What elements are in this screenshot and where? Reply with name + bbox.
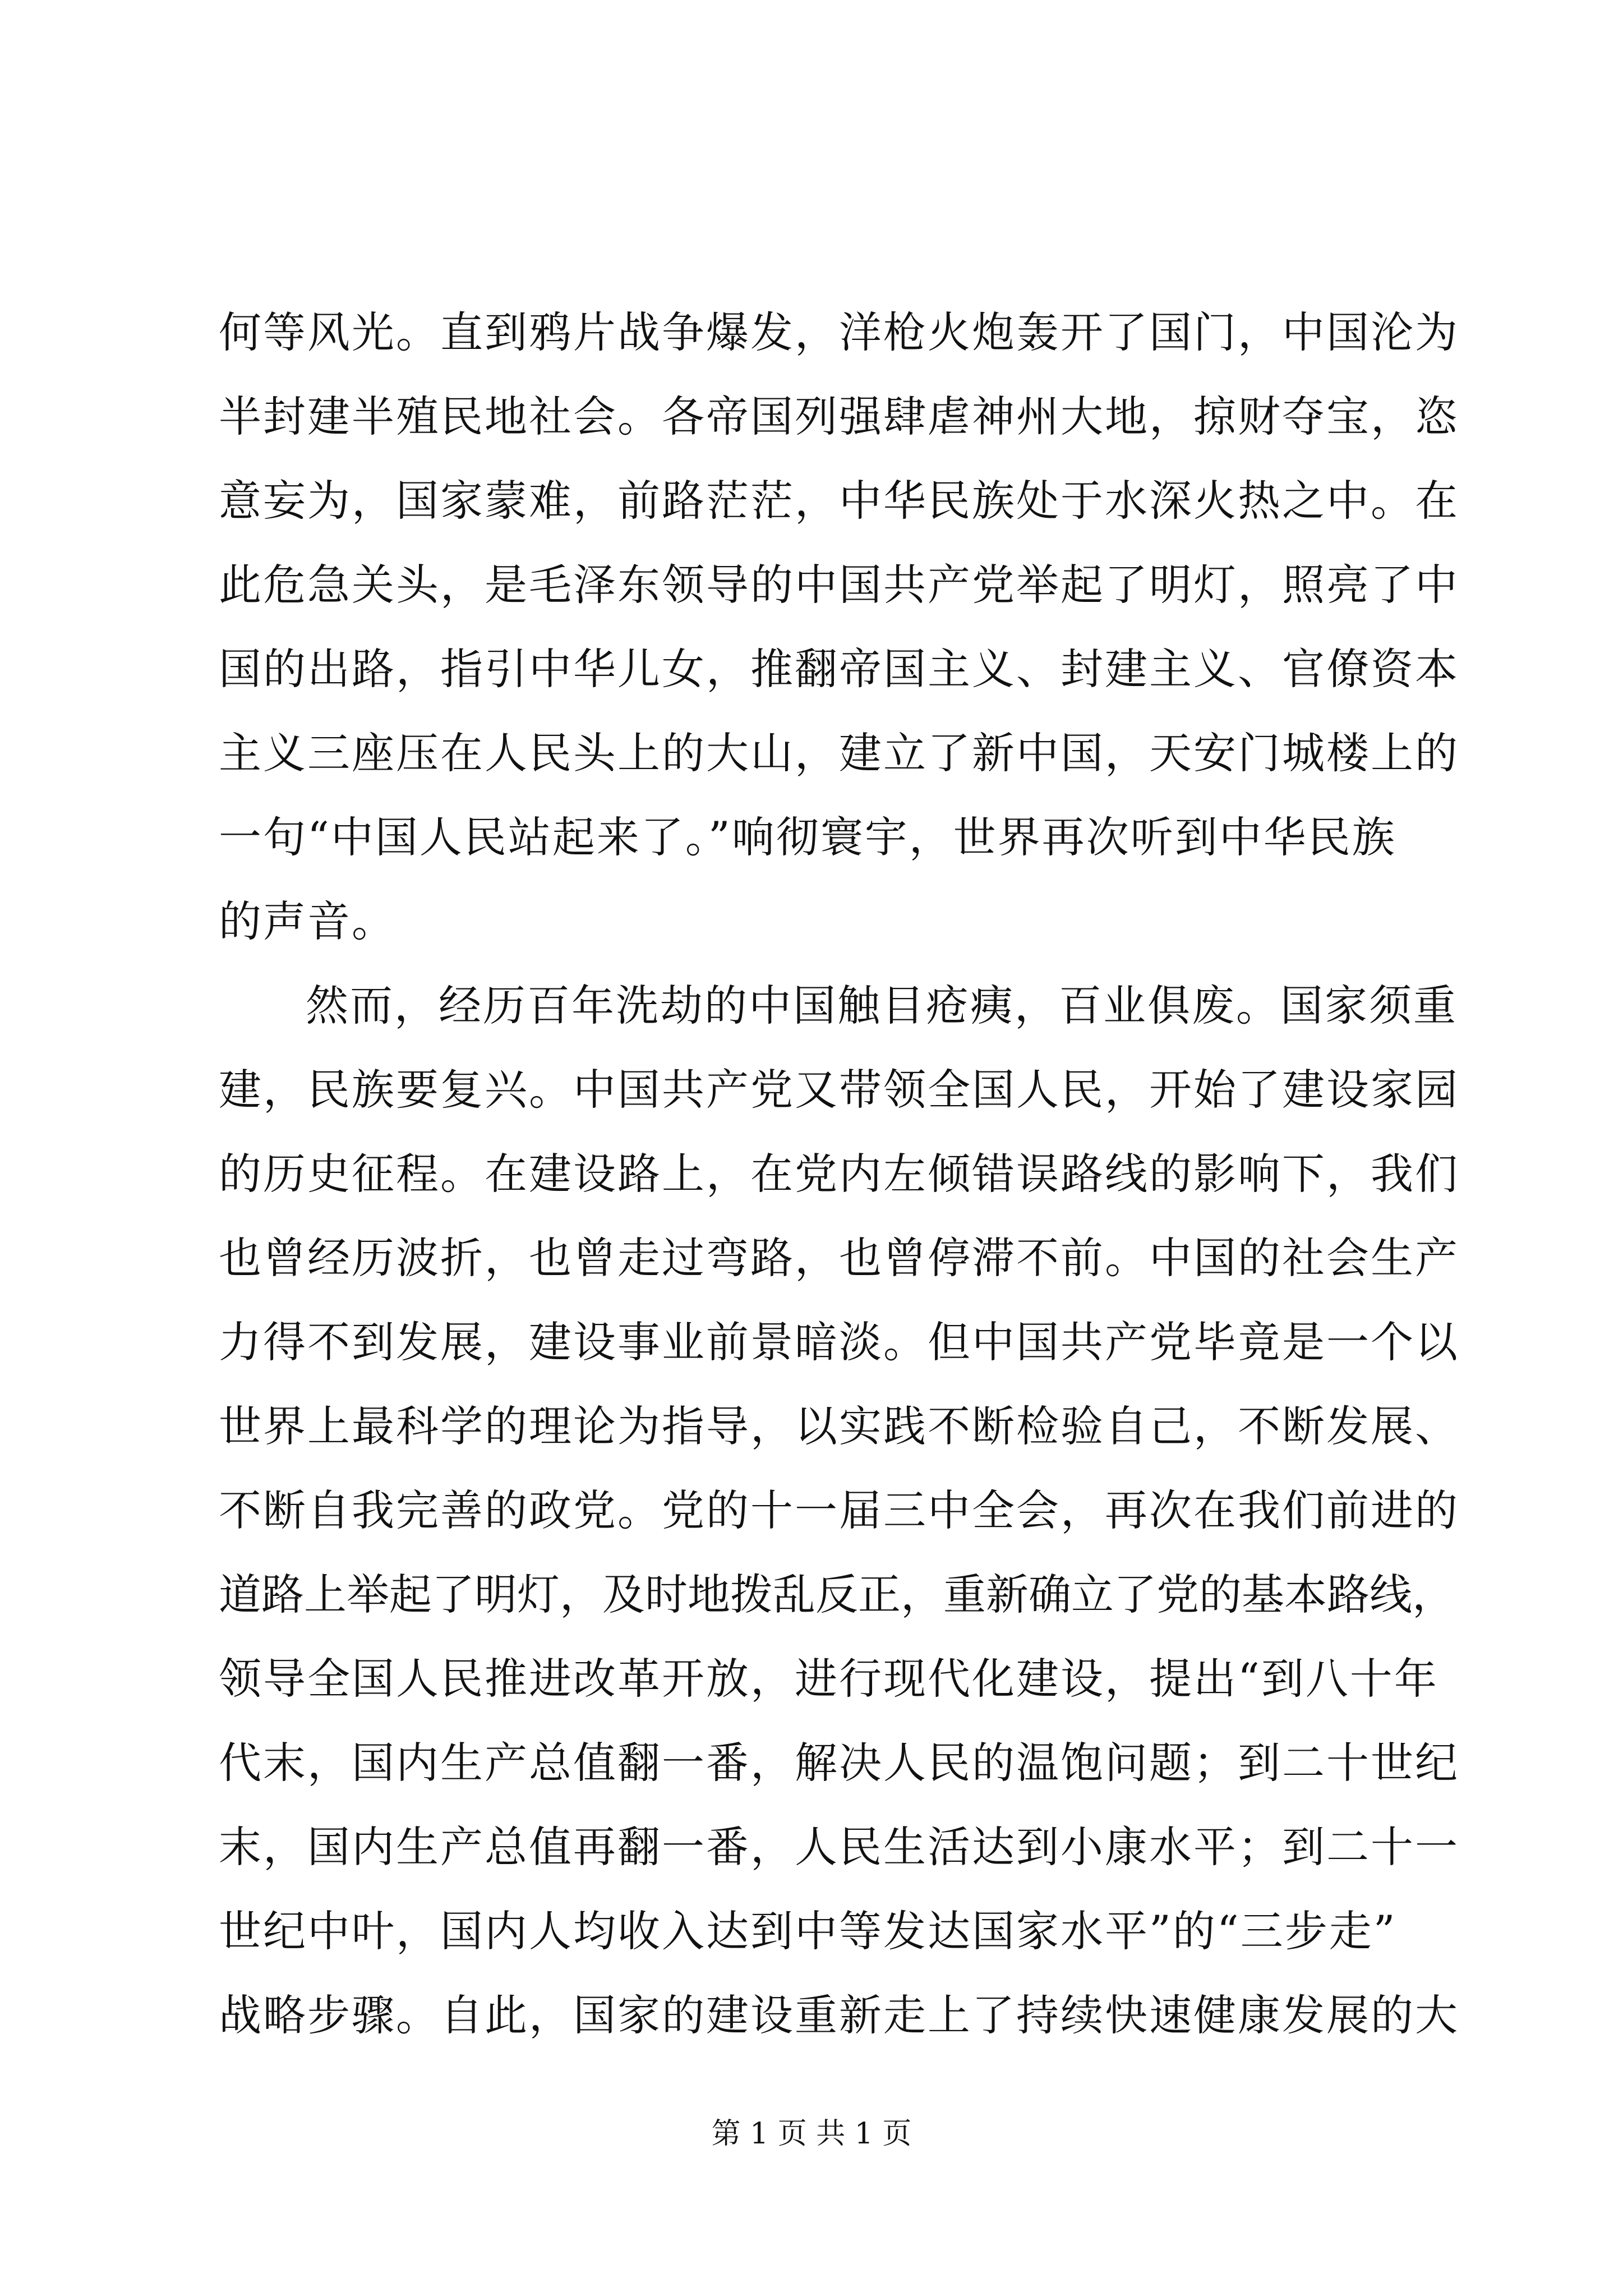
text-line: 主义三座压在人民头上的大山，建立了新中国，天安门城楼上的: [219, 728, 1459, 778]
text-line: 力得不到发展，建设事业前景暗淡。但中国共产党毕竟是一个以: [219, 1317, 1459, 1367]
text-line: 代末，国内生产总值翻一番，解决人民的温饱问题；到二十世纪: [219, 1738, 1459, 1788]
text-line: 世纪中叶，国内人均收入达到中等发达国家水平”的“三步走”: [219, 1906, 1397, 1956]
text-line: 领导全国人民推进改革开放，进行现代化建设，提出“到八十年: [219, 1654, 1438, 1704]
paragraph-first-line: 然而，经历百年洗劫的中国触目疮痍，百业俱废。国家须重: [306, 981, 1458, 1030]
text-line: 末，国内生产总值再翻一番，人民生活达到小康水平；到二十一: [219, 1822, 1459, 1872]
text-line: 的历史征程。在建设路上，在党内左倾错误路线的影响下，我们: [219, 1149, 1459, 1199]
text-line: 的声音。: [219, 896, 396, 946]
text-line: 一句“中国人民站起来了。”响彻寰宇，世界再次听到中华民族: [219, 812, 1396, 862]
text-line: 世界上最科学的理论为指导，以实践不断检验自己，不断发展、: [219, 1401, 1459, 1451]
text-line: 建，民族要复兴。中国共产党又带领全国人民，开始了建设家园: [219, 1065, 1459, 1115]
text-line: 国的出路，指引中华儿女，推翻帝国主义、封建主义、官僚资本: [219, 644, 1459, 694]
text-line: 何等风光。直到鸦片战争爆发，洋枪火炮轰开了国门，中国沦为: [219, 307, 1459, 357]
text-line: 道路上举起了明灯，及时地拨乱反正，重新确立了党的基本路线，: [219, 1570, 1455, 1619]
text-line: 意妄为，国家蒙难，前路茫茫，中华民族处于水深火热之中。在: [219, 476, 1459, 526]
text-line: 也曾经历波折，也曾走过弯路，也曾停滞不前。中国的社会生产: [219, 1233, 1459, 1283]
text-line: 战略步骤。自此，国家的建设重新走上了持续快速健康发展的大: [219, 1990, 1459, 2040]
text-line: 此危急关头，是毛泽东领导的中国共产党举起了明灯，照亮了中: [219, 560, 1459, 610]
text-line: 半封建半殖民地社会。各帝国列强肆虐神州大地，掠财夺宝，恣: [219, 392, 1459, 441]
text-line: 不断自我完善的政党。党的十一届三中全会，再次在我们前进的: [219, 1485, 1459, 1535]
page-footer: 第 1 页 共 1 页: [711, 2117, 912, 2151]
